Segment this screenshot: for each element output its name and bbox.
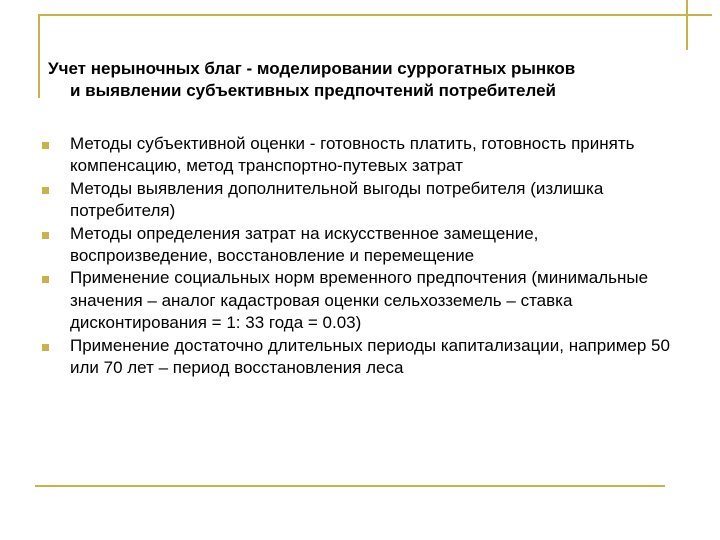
slide-title xyxy=(48,58,698,102)
bullet-text: Применение социальных норм временного предпочтения (минимальные значения – аналог кадастровая оценки сельхозземель – ставка дисконтирования = 1: 33 года = 0.03) xyxy=(70,268,649,333)
square-bullet-icon xyxy=(42,232,49,239)
bullet-text: Методы выявления дополнительной выгоды потребителя (излишка потребителя) xyxy=(70,178,604,221)
square-bullet-icon xyxy=(42,276,49,283)
bottom-divider xyxy=(35,485,665,487)
slide-title-line1: Учет нерыночных благ - моделировании суррогатных рынков xyxy=(48,59,576,78)
square-bullet-icon xyxy=(42,187,49,194)
square-bullet-icon xyxy=(42,142,49,149)
bullet-item xyxy=(42,223,682,268)
bullet-item xyxy=(42,133,682,178)
left-divider xyxy=(38,14,40,98)
bullet-item xyxy=(42,335,682,380)
right-divider xyxy=(686,0,688,50)
bullet-item xyxy=(42,267,682,334)
bullet-text: Методы субъективной оценки - готовность платить, готовность принять компенсацию, метод транспортно-путевых затрат xyxy=(70,134,635,176)
bullet-text: Методы определения затрат на искусственное замещение, воспроизведение, восстановление и перемещение xyxy=(70,223,539,266)
top-divider xyxy=(38,14,712,16)
bullet-item xyxy=(42,178,682,223)
bullet-list xyxy=(42,133,682,379)
bullet-text: Применение достаточно длительных периоды капитализации, например 50 или 70 лет – период восстановления леса xyxy=(70,335,670,378)
square-bullet-icon xyxy=(42,344,49,351)
slide-title-line2: и выявлении субъективных предпочтений потребителей xyxy=(70,81,556,100)
